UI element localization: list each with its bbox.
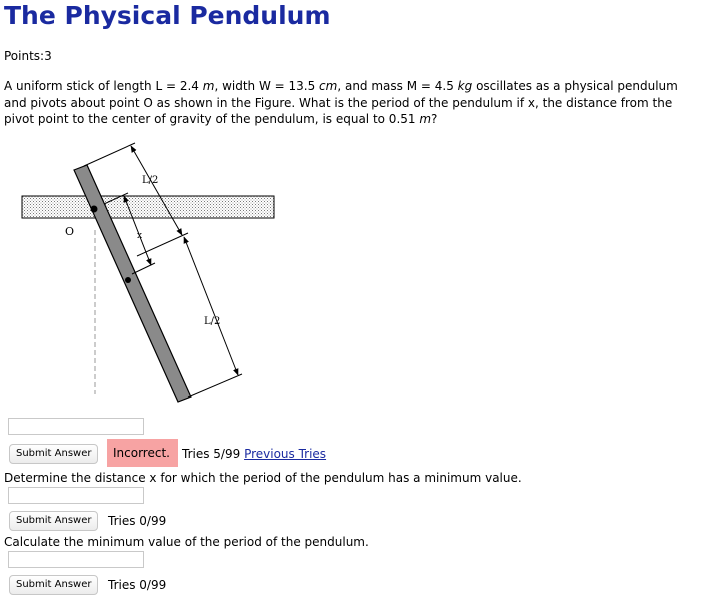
extension-line (132, 263, 155, 274)
submit-answer-button-3[interactable]: Submit Answer (9, 575, 98, 595)
answer-input-2[interactable] (8, 487, 144, 504)
question-text-part: , and mass M = 4.5 (337, 79, 458, 93)
unit-m: m (202, 79, 215, 93)
question-text-part: ? (431, 112, 438, 126)
pendulum-figure (18, 132, 280, 408)
center-of-gravity (125, 277, 131, 283)
dimension-arrow-bottom (184, 237, 238, 375)
tries-label-2: Tries 0/99 (108, 514, 167, 528)
feedback-incorrect: Incorrect. (107, 439, 178, 467)
previous-tries-link[interactable]: Previous Tries (244, 447, 327, 461)
question-text (4, 78, 704, 128)
unit-cm: cm (319, 79, 338, 93)
unit-m: m (419, 112, 432, 126)
tries-label-3: Tries 0/99 (108, 578, 167, 592)
support-bar (22, 196, 274, 218)
question-part-3: Calculate the minimum value of the period of the pendulum. (4, 535, 369, 549)
answer-input-3[interactable] (8, 551, 144, 568)
page-title: The Physical Pendulum (4, 1, 331, 30)
tries-count-1: Tries 5/99 (182, 447, 241, 461)
extension-line (84, 143, 135, 166)
label-l-half-top: L/2 (142, 175, 159, 186)
unit-kg: kg (457, 79, 473, 93)
submit-answer-button-2[interactable]: Submit Answer (9, 511, 98, 531)
tries-label-1 (182, 446, 326, 462)
extension-line (137, 233, 188, 256)
label-o: O (65, 225, 75, 238)
question-text-part: , width W = 13.5 (214, 79, 320, 93)
question-text-part: A uniform stick of length L = 2.4 (4, 79, 203, 93)
label-x: x (137, 231, 143, 241)
submit-answer-button-1[interactable]: Submit Answer (9, 444, 98, 464)
points-label: Points:3 (4, 49, 52, 63)
extension-line (188, 374, 242, 397)
dimension-arrow-top (131, 146, 182, 235)
question-text-part: oscillates as a physical pendulum and pivots about point O as shown in the Figure. What is the period of the pendulum if x, the distance from the pivot point to the center of gravity of the pendulum, is equal to 0.51 (4, 79, 678, 126)
question-part-2: Determine the distance x for which the period of the pendulum has a minimum value. (4, 471, 522, 485)
label-l-half-bottom: L/2 (204, 316, 221, 327)
pivot-point-o (91, 206, 98, 213)
answer-input-1[interactable] (8, 418, 144, 435)
